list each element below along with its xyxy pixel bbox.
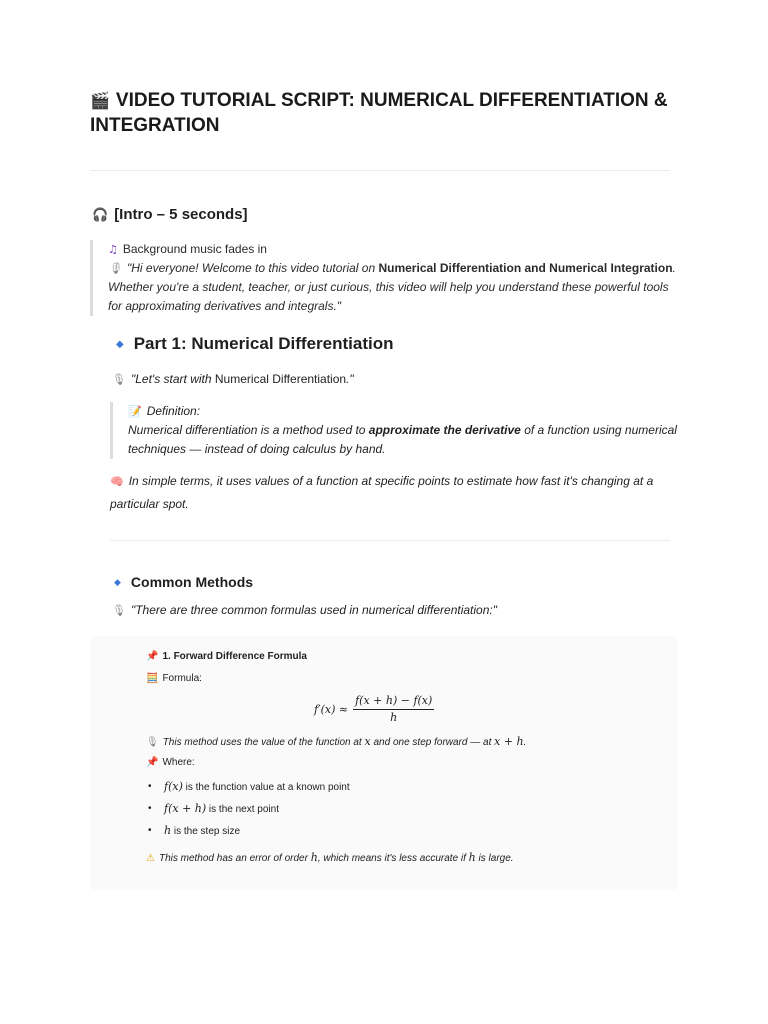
intro-heading: 🎧 [Intro – 5 seconds] <box>92 206 248 223</box>
microphone-icon: 🎙 <box>112 373 126 386</box>
forward-difference-formula <box>314 694 434 724</box>
part1-heading: ◆ Part 1: Numerical Differentiation <box>116 334 394 353</box>
intro-line-2: Whether you're a student, teacher, or just curious, this video will help you understand these powerful tools <box>108 280 669 294</box>
intro-quote <box>90 240 698 316</box>
diamond-bullet-icon: ◆ <box>116 339 124 350</box>
formula-label: 🧮 Formula: <box>146 673 202 684</box>
method-note: 🎙 This method uses the value of the function at x and one step forward — at x + h. <box>146 735 527 748</box>
microphone-icon: 🎙 <box>112 604 126 617</box>
simple-terms-paragraph <box>110 470 670 515</box>
intro-line-1: 🎙 "Hi everyone! Welcome to this video tutorial on Numerical Differentiation and Numerical Integration. <box>108 259 698 278</box>
microphone-icon: 🎙 <box>108 262 122 275</box>
formula-lhs: f′(x) ≈ <box>314 702 349 716</box>
diamond-bullet-icon: ◆ <box>114 577 121 587</box>
memo-icon: 📝 <box>128 405 142 418</box>
warning-icon: ⚠ <box>146 853 155 864</box>
formula-numerator: f(x + h) − f(x) <box>353 694 434 710</box>
music-note-icon: ♫ <box>108 243 118 256</box>
lets-start-line: 🎙 "Let's start with Numerical Differentiation." <box>112 372 354 386</box>
pushpin-icon: 📌 <box>146 757 159 768</box>
simple-terms-line-2: particular spot. <box>110 497 189 511</box>
divider <box>110 540 670 541</box>
brain-icon: 🧠 <box>110 475 124 488</box>
where-list <box>146 776 350 842</box>
list-item: • h is the step size <box>146 820 350 842</box>
simple-terms-line-1: 🧠 In simple terms, it uses values of a function at specific points to estimate how fast it's changing at a <box>110 470 670 493</box>
common-methods-heading: ◆ Common Methods <box>114 574 254 590</box>
forward-difference-title: 📌 1. Forward Difference Formula <box>146 651 307 662</box>
formula-fraction <box>353 694 434 724</box>
abacus-icon: 🧮 <box>146 673 159 684</box>
definition-label: 📝 Definition: <box>128 402 688 421</box>
common-methods-intro: 🎙 "There are three common formulas used in numerical differentiation:" <box>112 603 497 617</box>
microphone-icon: 🎙 <box>146 737 159 748</box>
pushpin-icon: 📌 <box>146 651 159 662</box>
page-title: 🎬 VIDEO TUTORIAL SCRIPT: NUMERICAL DIFFERENTIATION & INTEGRATION <box>90 90 668 136</box>
warning-note: ⚠ This method has an error of order h, which means it's less accurate if h is large. <box>146 851 514 864</box>
formula-denominator: h <box>390 711 398 724</box>
where-label: 📌 Where: <box>146 757 195 768</box>
music-line: ♫ Background music fades in <box>108 240 698 259</box>
definition-line-1: Numerical differentiation is a method used to approximate the derivative of a function using numerical <box>128 423 677 437</box>
clapperboard-icon: 🎬 <box>90 91 110 110</box>
definition-block <box>110 402 688 459</box>
intro-line-3: for approximating derivatives and integrals." <box>108 299 342 313</box>
definition-line-2: techniques — instead of doing calculus by hand. <box>128 442 386 456</box>
list-item: • f(x + h) is the next point <box>146 798 350 820</box>
headphones-icon: 🎧 <box>92 208 109 223</box>
forward-difference-card <box>90 636 678 890</box>
divider <box>90 170 670 171</box>
list-item: • f(x) is the function value at a known point <box>146 776 350 798</box>
